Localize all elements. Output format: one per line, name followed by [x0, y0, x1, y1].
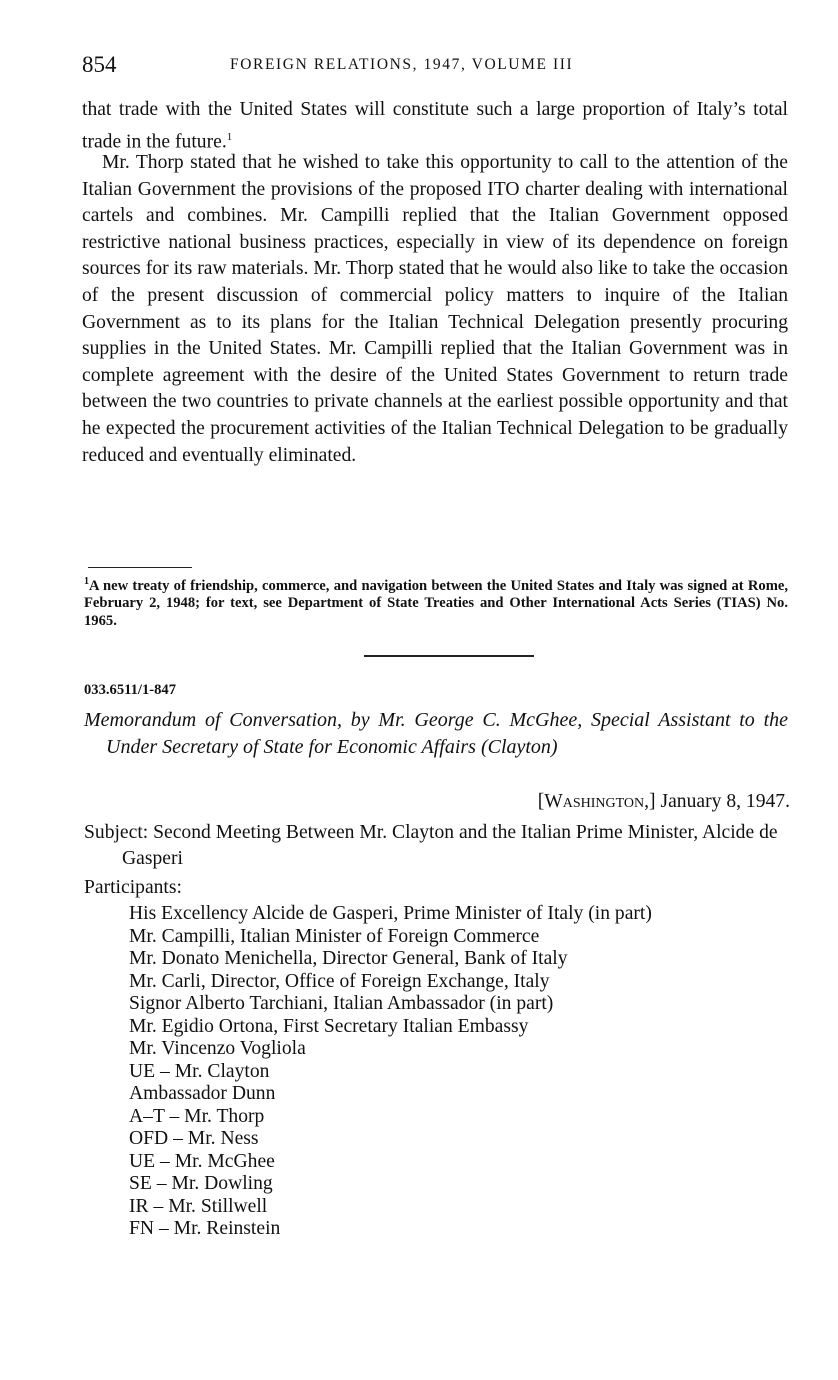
participant-item: SE – Mr. Dowling [129, 1173, 273, 1194]
file-number: 033.6511/1-847 [84, 682, 177, 698]
subject-text: Second Meeting Between Mr. Clayton and the Italian Prime Minister, Alcide de Gasperi [122, 822, 778, 869]
subject-label: Subject: [84, 822, 149, 843]
participant-item: Mr. Donato Menichella, Director General, Bank of Italy [129, 948, 568, 969]
footnote-reference: 1 [226, 130, 233, 143]
participant-item: UE – Mr. Clayton [129, 1060, 270, 1082]
participant-item: Mr. Campilli, Italian Minister of Foreign Commerce [129, 925, 540, 947]
participant-item: Ambassador Dunn [129, 1083, 276, 1104]
dateline-place: [Washington,] [537, 791, 656, 812]
page-number: 854 [82, 52, 117, 77]
footnote-marker: 1 [84, 576, 89, 587]
section-divider [364, 655, 534, 657]
participant-item: Signor Alberto Tarchiani, Italian Ambassador (in part) [129, 993, 554, 1014]
participant-item: OFD – Mr. Ness [129, 1128, 259, 1149]
participant-item: IR – Mr. Stillwell [129, 1195, 268, 1217]
participant-item: Mr. Egidio Ortona, First Secretary Italian Embassy [129, 1015, 529, 1037]
paragraph-1-text: that trade with the United States will constitute such a large proportion of Italy’s total trade in the future. [82, 99, 788, 153]
body-paragraph-2: Mr. Thorp stated that he wished to take this opportunity to call to the attention of the Italian Government the provisions of the proposed ITO charter dealing with international cartels and combines. Mr. Campilli replied that the Italian Government opposed restrictive national business practices, especially in view of its dependence on foreign sources for its raw materials. Mr. Thorp stated that he would also like to take the occasion of the present discussion of commercial policy matters to inquire of the Italian Government as to its plans for the Italian Technical Delegation presently procuring supplies in the United States. Mr. Campilli replied that the Italian Government was in complete agreement with the desire of the United States Government to return trade between the two countries to private channels at the earliest possible opportunity and that he expected the procurement activities of the Italian Technical Delegation to be gradually reduced and eventually eliminated. [82, 152, 788, 466]
running-head [82, 52, 790, 82]
dateline [538, 791, 790, 813]
participant-item: UE – Mr. McGhee [129, 1150, 275, 1172]
footnote-divider [88, 567, 192, 568]
participants-label: Participants: [84, 877, 182, 898]
running-head-title: FOREIGN RELATIONS, 1947, VOLUME III [230, 56, 574, 73]
body-paragraph-1 [82, 97, 788, 156]
participant-item: A–T – Mr. Thorp [129, 1105, 265, 1127]
participants-list [129, 903, 788, 1241]
participant-item: His Excellency Alcide de Gasperi, Prime Minister of Italy (in part) [129, 903, 652, 924]
document-title: Memorandum of Conversation, by Mr. George C. McGhee, Special Assistant to the Under Secretary of State for Economic Affairs (Clayton) [84, 709, 788, 758]
footnote-text: A new treaty of friendship, commerce, and navigation between the United States and Italy was signed at Rome, February 2, 1948; for text, see Department of State Treaties and Other International Acts Series (TIAS) No. 1965. [84, 577, 788, 629]
footnote [84, 573, 788, 630]
dateline-date: January 8, 1947. [660, 791, 790, 812]
participant-item: FN – Mr. Reinstein [129, 1218, 281, 1239]
subject-line [84, 820, 788, 872]
participant-item: Mr. Carli, Director, Office of Foreign Exchange, Italy [129, 970, 550, 992]
participant-item: Mr. Vincenzo Vogliola [129, 1038, 306, 1059]
